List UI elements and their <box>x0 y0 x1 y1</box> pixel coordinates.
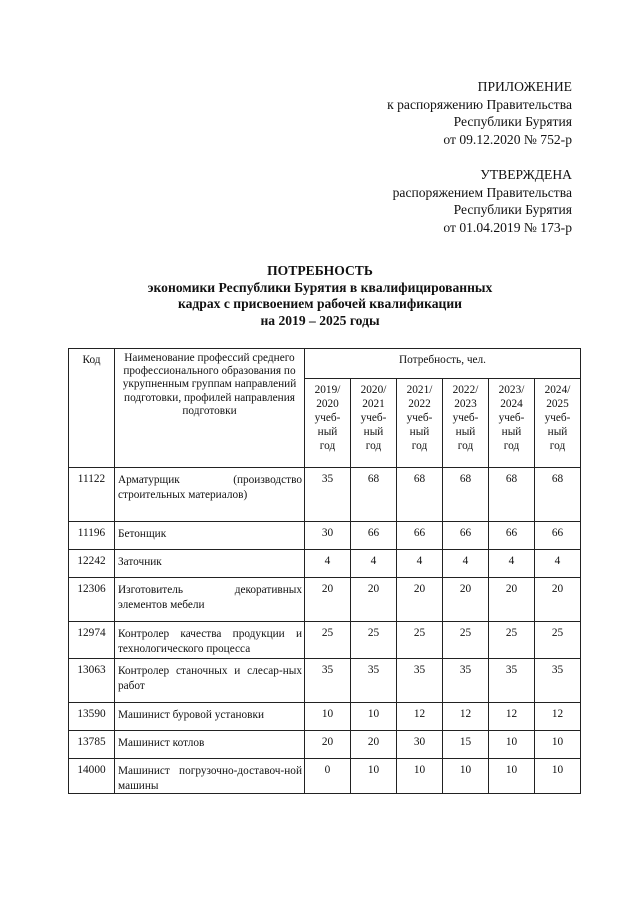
title-line-4: на 2019 – 2025 годы <box>260 312 380 328</box>
row-value: 10 <box>489 759 535 794</box>
row-value: 68 <box>351 468 397 522</box>
year-range: 2024/ 2025 <box>544 384 571 410</box>
appendix-line-2: Республики Бурятия <box>453 114 572 129</box>
year-range: 2020/ 2021 <box>360 384 387 410</box>
row-name: Машинист буровой установки <box>115 703 305 731</box>
year-range: 2023/ 2024 <box>498 384 525 410</box>
row-code: 14000 <box>69 759 115 794</box>
row-value: 25 <box>397 622 443 659</box>
row-value: 66 <box>397 522 443 550</box>
year-unit: учеб-ный год <box>406 412 433 452</box>
row-code: 12242 <box>69 550 115 578</box>
row-name: Изготовитель декоративных элементов мебели <box>115 578 305 622</box>
row-value: 12 <box>535 703 581 731</box>
year-unit: учеб-ный год <box>452 412 479 452</box>
approved-label: УТВЕРЖДЕНА <box>480 167 572 182</box>
table-row <box>69 550 581 578</box>
row-value: 12 <box>443 703 489 731</box>
row-value: 68 <box>535 468 581 522</box>
row-value: 25 <box>443 622 489 659</box>
row-value: 12 <box>397 703 443 731</box>
title-line-1: ПОТРЕБНОСТЬ <box>267 263 373 278</box>
row-value: 20 <box>351 731 397 759</box>
row-code: 12306 <box>69 578 115 622</box>
table-body <box>69 468 581 794</box>
row-value: 0 <box>305 759 351 794</box>
approved-line-1: распоряжением Правительства <box>392 184 572 200</box>
row-code: 12974 <box>69 622 115 659</box>
row-value: 66 <box>443 522 489 550</box>
table-row <box>69 578 581 622</box>
row-value: 35 <box>535 659 581 703</box>
appendix-line-3: от 09.12.2020 № 752-р <box>443 131 572 147</box>
document-header-attributes <box>387 78 572 236</box>
table-row <box>69 759 581 794</box>
year-unit: учеб-ный год <box>360 412 387 452</box>
row-code: 13785 <box>69 731 115 759</box>
row-value: 35 <box>305 468 351 522</box>
row-value: 4 <box>535 550 581 578</box>
row-value: 66 <box>489 522 535 550</box>
row-code: 11122 <box>69 468 115 522</box>
header-year-1 <box>351 379 397 468</box>
row-name: Контролер качества продукции и технологического процесса <box>115 622 305 659</box>
row-value: 25 <box>535 622 581 659</box>
row-value: 15 <box>443 731 489 759</box>
table-row <box>69 468 581 522</box>
row-value: 35 <box>443 659 489 703</box>
table-row <box>69 703 581 731</box>
row-value: 25 <box>305 622 351 659</box>
row-name: Машинист котлов <box>115 731 305 759</box>
row-value: 20 <box>489 578 535 622</box>
header-code: Код <box>69 349 115 468</box>
appendix-label: ПРИЛОЖЕНИЕ <box>477 79 572 94</box>
header-year-0 <box>305 379 351 468</box>
row-value: 4 <box>443 550 489 578</box>
row-value: 4 <box>397 550 443 578</box>
row-value: 66 <box>535 522 581 550</box>
year-range: 2019/ 2020 <box>314 384 341 410</box>
row-code: 13590 <box>69 703 115 731</box>
row-value: 10 <box>443 759 489 794</box>
row-code: 13063 <box>69 659 115 703</box>
row-name: Заточник <box>115 550 305 578</box>
row-value: 4 <box>305 550 351 578</box>
row-value: 4 <box>351 550 397 578</box>
year-range: 2022/ 2023 <box>452 384 479 410</box>
row-value: 25 <box>489 622 535 659</box>
row-code: 11196 <box>69 522 115 550</box>
row-value: 10 <box>535 731 581 759</box>
row-value: 30 <box>305 522 351 550</box>
year-unit: учеб-ный год <box>314 412 341 452</box>
document-title <box>0 263 640 329</box>
row-value: 35 <box>489 659 535 703</box>
row-value: 25 <box>351 622 397 659</box>
row-value: 20 <box>305 731 351 759</box>
table-row <box>69 522 581 550</box>
row-value: 68 <box>397 468 443 522</box>
row-value: 10 <box>489 731 535 759</box>
title-line-2: экономики Республики Бурятия в квалифицированных <box>147 279 493 295</box>
approved-line-3: от 01.04.2019 № 173-р <box>443 219 572 235</box>
row-value: 10 <box>351 703 397 731</box>
spacer <box>387 148 572 166</box>
header-name: Наименование профессий среднего профессионального образования по укрупненным группам направлений подготовки, профилей направления подготовки <box>115 349 305 468</box>
header-year-3 <box>443 379 489 468</box>
header-year-5 <box>535 379 581 468</box>
year-range: 2021/ 2022 <box>406 384 433 410</box>
year-unit: учеб-ный год <box>544 412 571 452</box>
row-value: 10 <box>397 759 443 794</box>
row-value: 35 <box>397 659 443 703</box>
header-year-2 <box>397 379 443 468</box>
row-value: 10 <box>351 759 397 794</box>
header-need: Потребность, чел. <box>305 349 581 379</box>
row-value: 20 <box>535 578 581 622</box>
row-name: Машинист погрузочно-доставоч-ной машины <box>115 759 305 794</box>
row-value: 20 <box>443 578 489 622</box>
row-value: 12 <box>489 703 535 731</box>
approved-line-2: Республики Бурятия <box>453 202 572 217</box>
table-row <box>69 622 581 659</box>
table-row <box>69 659 581 703</box>
title-line-3: кадрах с присвоением рабочей квалификации <box>177 296 463 311</box>
row-value: 4 <box>489 550 535 578</box>
row-value: 20 <box>397 578 443 622</box>
header-year-4 <box>489 379 535 468</box>
row-value: 35 <box>351 659 397 703</box>
row-value: 68 <box>489 468 535 522</box>
table-row <box>69 731 581 759</box>
row-value: 30 <box>397 731 443 759</box>
row-value: 10 <box>535 759 581 794</box>
needs-table <box>68 348 581 794</box>
row-value: 35 <box>305 659 351 703</box>
row-value: 20 <box>351 578 397 622</box>
row-value: 66 <box>351 522 397 550</box>
row-name: Бетонщик <box>115 522 305 550</box>
row-value: 68 <box>443 468 489 522</box>
row-name: Арматурщик (производство строительных материалов) <box>115 468 305 522</box>
header-row <box>69 349 581 379</box>
row-value: 10 <box>305 703 351 731</box>
year-unit: учеб-ный год <box>498 412 525 452</box>
row-value: 20 <box>305 578 351 622</box>
row-name: Контролер станочных и слесар-ных работ <box>115 659 305 703</box>
appendix-line-1: к распоряжению Правительства <box>387 96 572 112</box>
